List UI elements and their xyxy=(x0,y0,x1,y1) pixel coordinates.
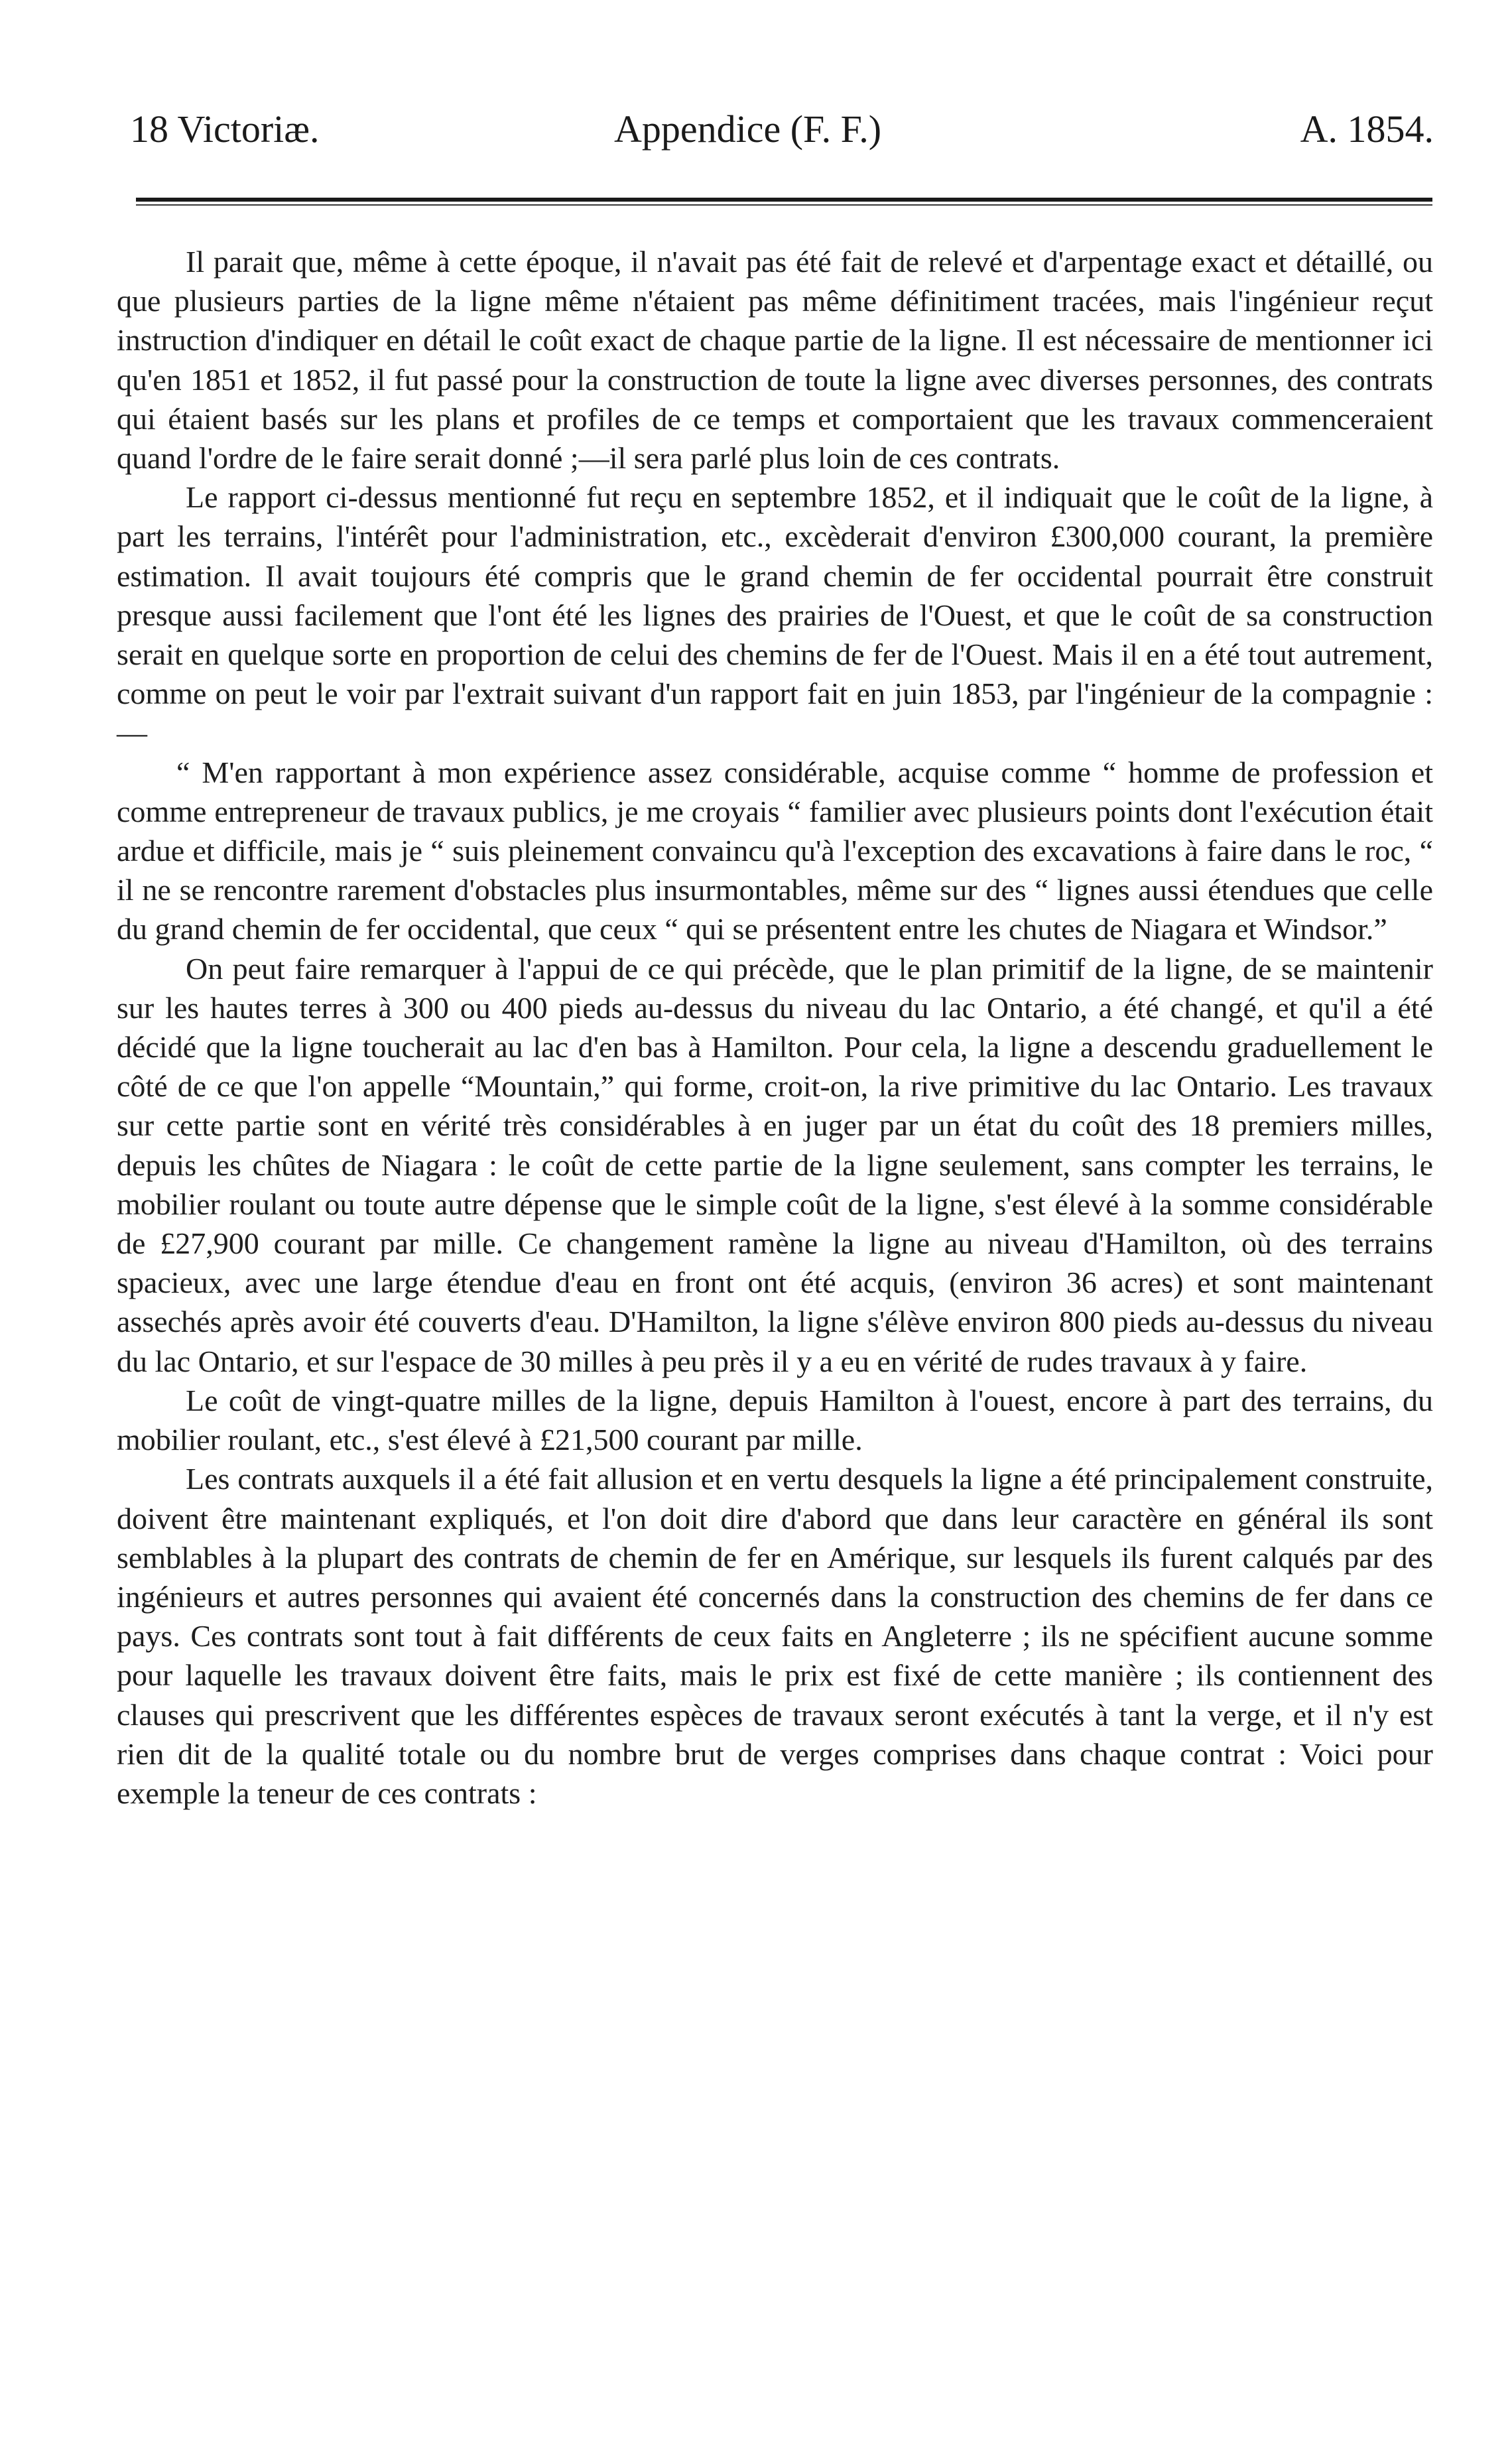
header-session: 18 Victoriæ. xyxy=(130,107,320,151)
paragraph-1: Il parait que, même à cette époque, il n'avait pas été fait de relevé et d'arpentage exact et détaillé, ou que plusieurs parties de la ligne même n'étaient pas même définitiment tracées, mais l'ingénieur reçut instruction d'indiquer en détail le coût exact de chaque partie de la ligne. Il est nécessaire de mentionner ici qu'en 1851 et 1852, il fut passé pour la construction de toute la ligne avec diverses personnes, des contrats qui étaient basés sur les plans et profiles de ce temps et comportaient que les travaux commenceraient quand l'ordre de le faire serait donné ;—il sera parlé plus loin de ces contrats. xyxy=(117,245,1433,476)
paragraph-2: Le rapport ci-dessus mentionné fut reçu en septembre 1852, et il indiquait que le coût de la ligne, à part les terrains, l'intérêt pour l'administration, etc., excèderait d'environ £300,000 courant, la première estimation. Il avait toujours été compris que le grand chemin de fer occidental pourrait être construit presque aussi facilement que l'ont été les lignes des prairies de l'Ouest, et que le coût de sa construction serait en quelque sorte en proportion de celui des chemins de fer de l'Ouest. Mais il en a été tout autrement, comme on peut le voir par l'extrait suivant d'un rapport fait en juin 1853, par l'ingénieur de la compagnie :— xyxy=(117,480,1433,750)
header-appendix: Appendice (F. F.) xyxy=(614,107,882,151)
body-text xyxy=(117,242,1433,1813)
header-rule xyxy=(136,198,1432,202)
header-rule-thin xyxy=(136,204,1432,206)
paragraph-4: On peut faire remarquer à l'appui de ce qui précède, que le plan primitif de la ligne, de se maintenir sur les hautes terres à 300 ou 400 pieds au-dessus du niveau du lac Ontario, a été changé, et qu'il a été décidé que la ligne toucherait au lac d'en bas à Hamilton. Pour cela, la ligne a descendu graduellement le côté de ce que l'on appelle “Mountain,” qui forme, croit-on, la rive primitive du lac Ontario. Les travaux sur cette partie sont en vérité très considérables à en juger par un état du coût des 18 premiers milles, depuis les chûtes de Niagara : le coût de cette partie de la ligne seulement, sans compter les terrains, le mobilier roulant ou toute autre dépense que le simple coût de la ligne, s'est élevé à la somme considérable de £27,900 courant par mille. Ce changement ramène la ligne au niveau d'Hamilton, où des terrains spacieux, avec une large étendue d'eau en front ont été acquis, (environ 36 acres) et sont maintenant assechés après avoir été couverts d'eau. D'Hamilton, la ligne s'élève environ 800 pieds au-dessus du niveau du lac Ontario, et sur l'espace de 30 milles à peu près il y a eu en vérité de rudes travaux à y faire. xyxy=(117,951,1433,1378)
header-year: A. 1854. xyxy=(1300,107,1434,151)
paragraph-6: Les contrats auxquels il a été fait allusion et en vertu desquels la ligne a été principalement construite, doivent être maintenant expliqués, et l'on doit dire d'abord que dans leur caractère en général ils sont semblables à la plupart des contrats de chemin de fer en Amérique, sur lesquels ils furent calqués par des ingénieurs et autres personnes qui avaient été concernés dans la construction des chemins de fer dans ce pays. Ces contrats sont tout à fait différents de ceux faits en Angleterre ; ils ne spécifient aucune somme pour laquelle les travaux doivent être faits, mais le prix est fixé de cette manière ; ils contiennent des clauses qui prescrivent que les différentes espèces de travaux seront exécutés à tant la verge, et il n'y est rien dit de la qualité totale ou du nombre brut de verges comprises dans chaque contrat : Voici pour exemple la teneur de ces contrats : xyxy=(117,1462,1433,1810)
paragraph-5: Le coût de vingt-quatre milles de la ligne, depuis Hamilton à l'ouest, encore à part des terrains, du mobilier roulant, etc., s'est élevé à £21,500 courant par mille. xyxy=(117,1383,1433,1457)
quotation-paragraph: “ M'en rapportant à mon expérience assez considérable, acquise comme “ homme de profession et comme entrepreneur de travaux publics, je me croyais “ familier avec plusieurs points dont l'exécution était ardue et difficile, mais je “ suis pleinement convaincu qu'à l'exception des excavations à faire dans le roc, “ il ne se rencontre rarement d'obstacles plus insurmontables, même sur des “ lignes aussi étendues que celle du grand chemin de fer occidental, que ceux “ qui se présentent entre les chutes de Niagara et Windsor.” xyxy=(117,755,1433,946)
running-header xyxy=(130,99,1434,159)
